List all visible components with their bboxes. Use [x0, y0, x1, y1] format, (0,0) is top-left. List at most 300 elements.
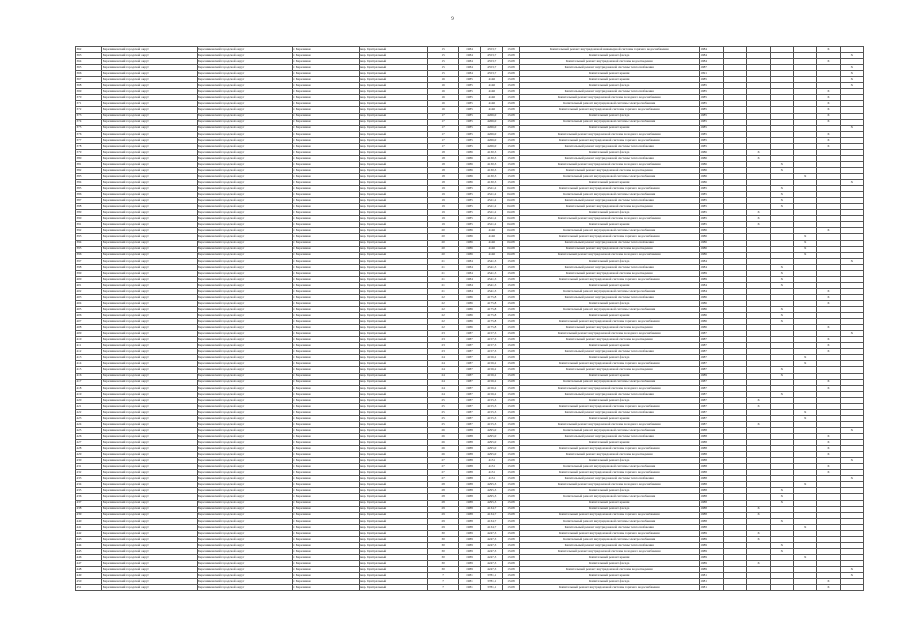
build-year-cell: 1985 [458, 210, 480, 216]
row-number: 387 [76, 198, 102, 204]
schedule-mark-cell: X [817, 337, 840, 343]
microdistrict-cell: мкр. Центральный [359, 300, 428, 306]
schedule-mark-cell: X [817, 95, 840, 101]
city-cell: г. Березники [292, 246, 359, 252]
build-year-cell: 1988 [458, 458, 480, 464]
build-year-cell: 1986 [458, 167, 480, 173]
work-type-cell: Капитальный ремонт внутридомовой системы горячего водоснабжения [519, 137, 699, 143]
floor-area-cell: 4130,3 [481, 167, 503, 173]
floor-area-cell: 4131 [481, 476, 503, 482]
schedule-mark-cell: X [747, 506, 770, 512]
row-number: 434 [76, 482, 102, 488]
plan-year-cell: 1988 [699, 488, 723, 494]
floor-area-cell: 4175,8 [481, 319, 503, 325]
value-cell: 13.08 [503, 421, 519, 427]
row-number: 368 [76, 83, 102, 89]
district-cell: Березниковский городской округ [102, 198, 197, 204]
municipality-cell: Березниковский городской округ [197, 518, 292, 524]
value-cell: 13.08 [503, 47, 519, 53]
city-cell: г. Березники [292, 458, 359, 464]
municipality-cell: Березниковский городской округ [197, 210, 292, 216]
schedule-mark-cell: X [770, 276, 793, 282]
building-number-cell: 28 [428, 488, 458, 494]
plan-year-cell: 1986 [699, 180, 723, 186]
building-number-cell: 17 [428, 137, 458, 143]
schedule-mark-cell [724, 585, 747, 591]
floor-area-cell: 4266,0 [481, 125, 503, 131]
district-cell: Березниковский городской округ [102, 542, 197, 548]
value-cell: 04.08 [503, 252, 519, 258]
municipality-cell: Березниковский городской округ [197, 276, 292, 282]
build-year-cell: 1986 [458, 173, 480, 179]
microdistrict-cell: мкр. Центральный [359, 264, 428, 270]
district-cell: Березниковский городской округ [102, 585, 197, 591]
value-cell: 13.08 [503, 143, 519, 149]
floor-area-cell: 4295,0 [481, 452, 503, 458]
schedule-mark-cell: X [817, 47, 840, 53]
city-cell: г. Березники [292, 554, 359, 560]
municipality-cell: Березниковский городской округ [197, 337, 292, 343]
floor-area-cell: 4156,2 [481, 367, 503, 373]
build-year-cell: 1981 [458, 579, 480, 585]
district-cell: Березниковский городской округ [102, 228, 197, 234]
microdistrict-cell: мкр. Центральный [359, 270, 428, 276]
district-cell: Березниковский городской округ [102, 131, 197, 137]
floor-area-cell: 4146 [481, 77, 503, 83]
city-cell: г. Березники [292, 113, 359, 119]
schedule-mark-cell: X [770, 192, 793, 198]
build-year-cell: 1984 [458, 282, 480, 288]
city-cell: г. Березники [292, 573, 359, 579]
row-number: 396 [76, 252, 102, 258]
city-cell: г. Березники [292, 101, 359, 107]
city-cell: г. Березники [292, 373, 359, 379]
microdistrict-cell: мкр. Центральный [359, 252, 428, 258]
row-number: 428 [76, 446, 102, 452]
plan-year-cell: 1984 [699, 282, 723, 288]
municipality-cell: Березниковский городской округ [197, 313, 292, 319]
city-cell: г. Березники [292, 300, 359, 306]
schedule-mark-cell: X [747, 512, 770, 518]
microdistrict-cell: мкр. Центральный [359, 325, 428, 331]
district-cell: Березниковский городской округ [102, 149, 197, 155]
municipality-cell: Березниковский городской округ [197, 542, 292, 548]
work-type-cell: Капитальный ремонт внутридомовой системы теплоснабжения [519, 198, 699, 204]
microdistrict-cell: мкр. Центральный [359, 319, 428, 325]
row-number: 405 [76, 307, 102, 313]
row-number: 416 [76, 373, 102, 379]
row-number: 367 [76, 77, 102, 83]
plan-year-cell: 1987 [699, 415, 723, 421]
plan-year-cell: 1988 [699, 458, 723, 464]
schedule-mark-cell: X [747, 216, 770, 222]
build-year-cell: 1988 [458, 506, 480, 512]
city-cell: г. Березники [292, 536, 359, 542]
plan-year-cell: 1986 [699, 325, 723, 331]
value-cell: 13.08 [503, 319, 519, 325]
city-cell: г. Березники [292, 143, 359, 149]
building-number-cell: 26 [428, 434, 458, 440]
row-number: 420 [76, 397, 102, 403]
floor-area-cell: 4155,3 [481, 397, 503, 403]
building-number-cell: 24 [428, 379, 458, 385]
row-number: 422 [76, 409, 102, 415]
city-cell: г. Березники [292, 476, 359, 482]
schedule-mark-cell: X [817, 107, 840, 113]
floor-area-cell: 4130,3 [481, 161, 503, 167]
value-cell: 13.08 [503, 258, 519, 264]
microdistrict-cell: мкр. Центральный [359, 307, 428, 313]
schedule-mark-cell: X [794, 415, 817, 421]
work-type-cell: Капитальный ремонт внутридомовой системы теплоснабжения [519, 155, 699, 161]
district-cell: Березниковский городской округ [102, 270, 197, 276]
microdistrict-cell: мкр. Центральный [359, 361, 428, 367]
schedule-mark-cell: X [817, 143, 840, 149]
building-number-cell: 16 [428, 77, 458, 83]
row-number: 451 [76, 585, 102, 591]
district-cell: Березниковский городской округ [102, 567, 197, 573]
row-number: 395 [76, 246, 102, 252]
plan-year-cell: 1988 [699, 476, 723, 482]
microdistrict-cell: мкр. Центральный [359, 488, 428, 494]
work-type-cell: Капитальный ремонт крыши [519, 71, 699, 77]
build-year-cell: 1985 [458, 125, 480, 131]
value-cell: 13.08 [503, 458, 519, 464]
plan-year-cell: 1985 [699, 125, 723, 131]
value-cell: 13.08 [503, 470, 519, 476]
microdistrict-cell: мкр. Центральный [359, 167, 428, 173]
district-cell: Березниковский городской округ [102, 337, 197, 343]
microdistrict-cell: мкр. Центральный [359, 210, 428, 216]
plan-year-cell: 1981 [699, 585, 723, 591]
build-year-cell: 1985 [458, 119, 480, 125]
city-cell: г. Березники [292, 125, 359, 131]
building-number-cell: 18 [428, 161, 458, 167]
build-year-cell: 1985 [458, 83, 480, 89]
plan-year-cell: 1987 [699, 361, 723, 367]
building-number-cell: 18 [428, 180, 458, 186]
city-cell: г. Березники [292, 397, 359, 403]
schedule-mark-cell: X [747, 536, 770, 542]
floor-area-cell: 4175,8 [481, 307, 503, 313]
plan-year-cell: 1988 [699, 440, 723, 446]
microdistrict-cell: мкр. Центральный [359, 101, 428, 107]
city-cell: г. Березники [292, 512, 359, 518]
municipality-cell: Березниковский городской округ [197, 282, 292, 288]
work-type-cell: Капитальный ремонт фасада [519, 397, 699, 403]
plan-year-cell: 1989 [699, 270, 723, 276]
district-cell: Березниковский городской округ [102, 470, 197, 476]
plan-year-cell: 1986 [699, 252, 723, 258]
build-year-cell: 1985 [458, 113, 480, 119]
value-cell: 13.08 [503, 500, 519, 506]
value-cell: 13.08 [503, 89, 519, 95]
value-cell: 13.08 [503, 161, 519, 167]
district-cell: Березниковский городской округ [102, 355, 197, 361]
schedule-mark-cell: X [817, 288, 840, 294]
municipality-cell: Березниковский городской округ [197, 216, 292, 222]
district-cell: Березниковский городской округ [102, 367, 197, 373]
schedule-mark-cell: X [770, 518, 793, 524]
build-year-cell: 1985 [458, 95, 480, 101]
build-year-cell: 1986 [458, 319, 480, 325]
district-cell: Березниковский городской округ [102, 506, 197, 512]
schedule-mark-cell: X [840, 77, 863, 83]
build-year-cell: 1987 [458, 415, 480, 421]
microdistrict-cell: мкр. Центральный [359, 125, 428, 131]
floor-area-cell: 4541,3 [481, 288, 503, 294]
city-cell: г. Березники [292, 409, 359, 415]
microdistrict-cell: мкр. Центральный [359, 573, 428, 579]
district-cell: Березниковский городской округ [102, 554, 197, 560]
value-cell: 13.08 [503, 560, 519, 566]
microdistrict-cell: мкр. Центральный [359, 494, 428, 500]
plan-year-cell: 1984 [699, 258, 723, 264]
microdistrict-cell: мкр. Центральный [359, 458, 428, 464]
floor-area-cell: 4521,2 [481, 192, 503, 198]
city-cell: г. Березники [292, 343, 359, 349]
row-number: 436 [76, 494, 102, 500]
value-cell: 04.08 [503, 246, 519, 252]
work-type-cell: Капитальный ремонт крыши [519, 554, 699, 560]
municipality-cell: Березниковский городской округ [197, 440, 292, 446]
district-cell: Березниковский городской округ [102, 240, 197, 246]
plan-year-cell: 1986 [699, 173, 723, 179]
value-cell: 04.08 [503, 204, 519, 210]
plan-year-cell: 1985 [699, 204, 723, 210]
build-year-cell: 1986 [458, 300, 480, 306]
work-type-cell: Капитальный ремонт внутридомовой системы теплоснабжения [519, 542, 699, 548]
plan-year-cell: 1984 [699, 47, 723, 53]
floor-area-cell: 4553,7 [481, 47, 503, 53]
building-number-cell: 16 [428, 83, 458, 89]
plan-year-cell: 1987 [699, 385, 723, 391]
value-cell: 13.08 [503, 173, 519, 179]
city-cell: г. Березники [292, 264, 359, 270]
row-number: 415 [76, 367, 102, 373]
schedule-mark-cell: X [770, 186, 793, 192]
microdistrict-cell: мкр. Центральный [359, 198, 428, 204]
value-cell: 13.08 [503, 530, 519, 536]
work-type-cell: Капитальный ремонт внутридомовой системы теплоснабжения [519, 240, 699, 246]
build-year-cell: 1985 [458, 222, 480, 228]
district-cell: Березниковский городской округ [102, 343, 197, 349]
value-cell: 13.08 [503, 137, 519, 143]
microdistrict-cell: мкр. Центральный [359, 337, 428, 343]
value-cell: 13.08 [503, 180, 519, 186]
municipality-cell: Березниковский городской округ [197, 240, 292, 246]
plan-year-cell: 1986 [699, 149, 723, 155]
plan-year-cell: 1985 [699, 186, 723, 192]
district-cell: Березниковский городской округ [102, 397, 197, 403]
plan-year-cell: 1986 [699, 240, 723, 246]
district-cell: Березниковский городской округ [102, 210, 197, 216]
value-cell: 13.08 [503, 434, 519, 440]
municipality-cell: Березниковский городской округ [197, 319, 292, 325]
value-cell: 13.08 [503, 482, 519, 488]
district-cell: Березниковский городской округ [102, 282, 197, 288]
value-cell: 13.08 [503, 149, 519, 155]
schedule-mark-cell: X [840, 53, 863, 59]
district-cell: Березниковский городской округ [102, 440, 197, 446]
schedule-mark-cell: X [794, 252, 817, 258]
build-year-cell: 1986 [458, 234, 480, 240]
district-cell: Березниковский городской округ [102, 379, 197, 385]
schedule-mark-cell: X [840, 476, 863, 482]
work-type-cell: Капитальный ремонт внутридомовой системы горячего водоснабжения [519, 186, 699, 192]
city-cell: г. Березники [292, 349, 359, 355]
schedule-mark-cell: X [817, 137, 840, 143]
build-year-cell: 1985 [458, 216, 480, 222]
district-cell: Березниковский городской округ [102, 427, 197, 433]
building-number-cell: 22 [428, 313, 458, 319]
schedule-mark-cell: X [817, 446, 840, 452]
city-cell: г. Березники [292, 47, 359, 53]
plan-year-cell: 1986 [699, 228, 723, 234]
work-type-cell: Капитальный ремонт внутридомовой системы водоотведения [519, 337, 699, 343]
build-year-cell: 1986 [458, 252, 480, 258]
build-year-cell: 1988 [458, 512, 480, 518]
district-cell: Березниковский городской округ [102, 222, 197, 228]
schedule-mark-cell: X [817, 349, 840, 355]
municipality-cell: Березниковский городской округ [197, 355, 292, 361]
row-number: 389 [76, 210, 102, 216]
work-type-cell: Капитальный ремонт крыши [519, 343, 699, 349]
municipality-cell: Березниковский городской округ [197, 434, 292, 440]
value-cell: 13.08 [503, 155, 519, 161]
building-number-cell: 22 [428, 294, 458, 300]
building-number-cell: 22 [428, 307, 458, 313]
schedule-mark-cell: X [770, 204, 793, 210]
municipality-cell: Березниковский городской округ [197, 252, 292, 258]
city-cell: г. Березники [292, 585, 359, 591]
floor-area-cell: 4295,3 [481, 500, 503, 506]
value-cell: 13.08 [503, 506, 519, 512]
build-year-cell: 1984 [458, 270, 480, 276]
row-number: 392 [76, 228, 102, 234]
microdistrict-cell: мкр. Центральный [359, 434, 428, 440]
row-number: 370 [76, 95, 102, 101]
page-number: 9 [451, 17, 454, 22]
microdistrict-cell: мкр. Центральный [359, 403, 428, 409]
work-type-cell: Капитальный ремонт внутридомовой системы горячего водоснабжения [519, 403, 699, 409]
schedule-mark-cell: X [770, 307, 793, 313]
work-type-cell: Капитальный ремонт внутридомовой системы электроснабжения [519, 307, 699, 313]
work-type-cell: Капитальный ремонт внутридомовой системы теплоснабжения [519, 349, 699, 355]
work-type-cell: Капитальный ремонт крыши [519, 573, 699, 579]
value-cell: 04.08 [503, 240, 519, 246]
value-cell: 13.08 [503, 391, 519, 397]
district-cell: Березниковский городской округ [102, 276, 197, 282]
microdistrict-cell: мкр. Центральный [359, 143, 428, 149]
building-number-cell: 29 [428, 524, 458, 530]
row-number: 385 [76, 186, 102, 192]
build-year-cell: 1989 [458, 554, 480, 560]
district-cell: Березниковский городской округ [102, 65, 197, 71]
municipality-cell: Березниковский городской округ [197, 161, 292, 167]
microdistrict-cell: мкр. Центральный [359, 119, 428, 125]
row-number: 369 [76, 89, 102, 95]
district-cell: Березниковский городской округ [102, 180, 197, 186]
microdistrict-cell: мкр. Центральный [359, 216, 428, 222]
district-cell: Березниковский городской округ [102, 125, 197, 131]
work-type-cell: Капитальный ремонт внутридомовой системы электроснабжения [519, 464, 699, 470]
building-number-cell: 16 [428, 107, 458, 113]
build-year-cell: 1988 [458, 427, 480, 433]
plan-year-cell: 1987 [699, 409, 723, 415]
municipality-cell: Березниковский городской округ [197, 458, 292, 464]
schedule-mark-cell: X [817, 464, 840, 470]
municipality-cell: Березниковский городской округ [197, 155, 292, 161]
city-cell: г. Березники [292, 524, 359, 530]
building-number-cell: 19 [428, 204, 458, 210]
row-number: 386 [76, 192, 102, 198]
row-number: 401 [76, 282, 102, 288]
plan-year-cell: 1984 [699, 59, 723, 65]
work-type-cell: Капитальный ремонт внутридомовой системы электроснабжения [519, 494, 699, 500]
municipality-cell: Березниковский городской округ [197, 391, 292, 397]
district-cell: Березниковский городской округ [102, 415, 197, 421]
plan-year-cell: 1987 [699, 397, 723, 403]
build-year-cell: 1988 [458, 476, 480, 482]
city-cell: г. Березники [292, 186, 359, 192]
row-number: 438 [76, 506, 102, 512]
building-number-cell: 17 [428, 131, 458, 137]
building-number-cell: 16 [428, 89, 458, 95]
value-cell: 13.08 [503, 337, 519, 343]
building-number-cell: 20 [428, 240, 458, 246]
floor-area-cell: 4247,3 [481, 542, 503, 548]
plan-year-cell: 1985 [699, 95, 723, 101]
floor-area-cell: 4175,8 [481, 300, 503, 306]
microdistrict-cell: мкр. Центральный [359, 155, 428, 161]
municipality-cell: Березниковский городской округ [197, 149, 292, 155]
work-type-cell: Капитальный ремонт крыши [519, 415, 699, 421]
value-cell: 13.08 [503, 282, 519, 288]
floor-area-cell: 4146 [481, 95, 503, 101]
microdistrict-cell: мкр. Центральный [359, 53, 428, 59]
row-number: 379 [76, 149, 102, 155]
building-number-cell: 18 [428, 155, 458, 161]
district-cell: Березниковский городской округ [102, 458, 197, 464]
value-cell: 04.08 [503, 198, 519, 204]
building-number-cell: 20 [428, 252, 458, 258]
row-number: 423 [76, 415, 102, 421]
municipality-cell: Березниковский городской округ [197, 415, 292, 421]
building-number-cell: 26 [428, 427, 458, 433]
floor-area-cell: 4521,2 [481, 186, 503, 192]
plan-year-cell: 1988 [699, 524, 723, 530]
row-number: 437 [76, 500, 102, 506]
schedule-mark-cell: X [817, 579, 840, 585]
city-cell: г. Березники [292, 337, 359, 343]
schedule-mark-cell: X [840, 427, 863, 433]
work-type-cell: Капитальный ремонт крыши [519, 222, 699, 228]
municipality-cell: Березниковский городской округ [197, 567, 292, 573]
microdistrict-cell: мкр. Центральный [359, 446, 428, 452]
value-cell: 13.08 [503, 119, 519, 125]
building-number-cell: 27 [428, 458, 458, 464]
floor-area-cell: 4247,3 [481, 567, 503, 573]
floor-area-cell: 4146 [481, 240, 503, 246]
value-cell: 13.08 [503, 65, 519, 71]
district-cell: Березниковский городской округ [102, 579, 197, 585]
plan-year-cell: 1987 [699, 331, 723, 337]
build-year-cell: 1984 [458, 276, 480, 282]
work-type-cell: Капитальный ремонт внутридомовой системы водоотведения [519, 167, 699, 173]
plan-year-cell: 1987 [699, 379, 723, 385]
floor-area-cell: 4553,7 [481, 65, 503, 71]
